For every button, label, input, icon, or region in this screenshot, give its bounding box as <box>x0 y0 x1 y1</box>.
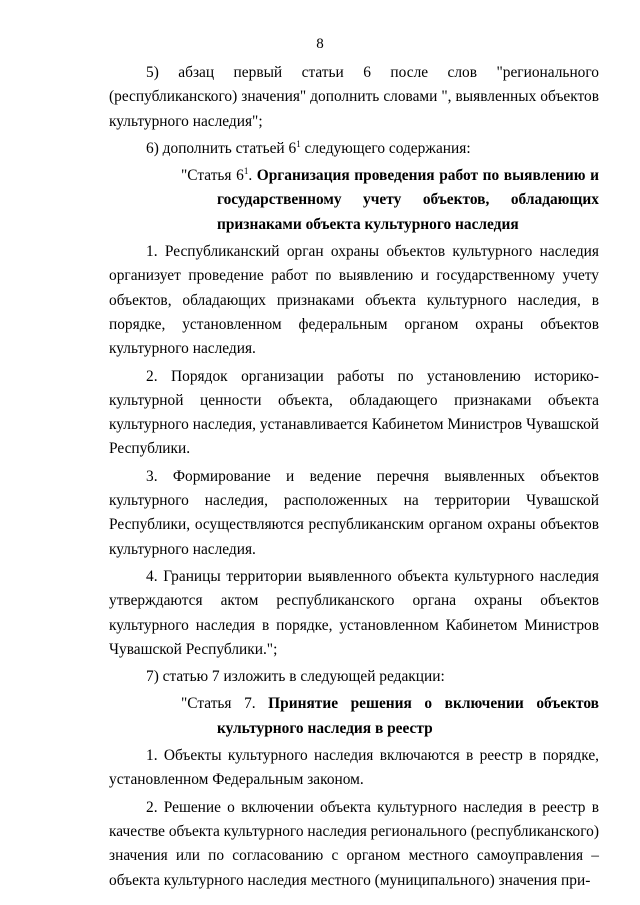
article-7-part-2: 2. Решение о включении объекта культурного наследия в реестр в качестве объекта культурного наследия регионального (республиканского) значения или по согласованию с органом местного самоуправления – объекта культурного наследия местного (муниципального) значения при- <box>109 798 599 889</box>
document-body <box>109 61 599 896</box>
amendment-item-6-text-end: следующего содержания: <box>300 139 471 157</box>
article-6-1-label: "Статья $6^1$. <box>181 166 257 185</box>
amendment-item-7: 7) статью 7 изложить в следующей редакции: <box>146 668 445 686</box>
article-6-1-part-1: 1. Республиканский орган охраны объектов культурного наследия организует проведение работ по выявлению и государственному учету объектов, обладающих признаками объекта культурного наследия, в порядке, установленном федеральным органом охраны объектов культурного наследия. <box>109 243 599 358</box>
article-6-1-part-3: 3. Формирование и ведение перечня выявленных объектов культурного наследия, расположенных на территории Чувашской Республики, осуществляются республиканским органом охраны объектов культурного наследия. <box>109 467 599 558</box>
article-6-1-title: Организация проведения работ по выявлению и государственному учету объектов, обладающих признаками объекта культурного наследия <box>217 167 599 233</box>
superscript: 1 <box>243 166 249 177</box>
article-6-1-part-4: 4. Границы территории выявленного объекта культурного наследия утверждаются актом республиканского органа охраны объектов культурного наследия в порядке, установленном Кабинетом Министров Чувашской Республики."; <box>109 567 599 658</box>
superscript: 1 <box>296 138 301 149</box>
article-6-1-heading <box>109 164 599 237</box>
article-7-part-1: 1. Объекты культурного наследия включаются в реестр в порядке, установленном Федеральным законом. <box>109 747 599 789</box>
article-7-title: Принятие решения о включении объектов культурного наследия в реестр <box>217 695 599 737</box>
article-7-label: "Статья 7. <box>181 695 269 713</box>
amendment-item-6 <box>109 137 599 161</box>
amendment-item-5: 5) абзац первый статьи 6 после слов "регионального (республиканского) значения" дополнить словами ", выявленных объектов культурного наследия"; <box>109 64 599 130</box>
article-6-1-part-2: 2. Порядок организации работы по установлению историко-культурной ценности объекта, обладающего признаками объекта культурного наследия, устанавливается Кабинетом Министров Чувашской Республики. <box>109 367 599 458</box>
article-7-heading <box>109 692 599 741</box>
amendment-item-6-text: 6) дополнить статьей 6 <box>146 139 297 157</box>
page-number: 8 <box>316 36 324 52</box>
